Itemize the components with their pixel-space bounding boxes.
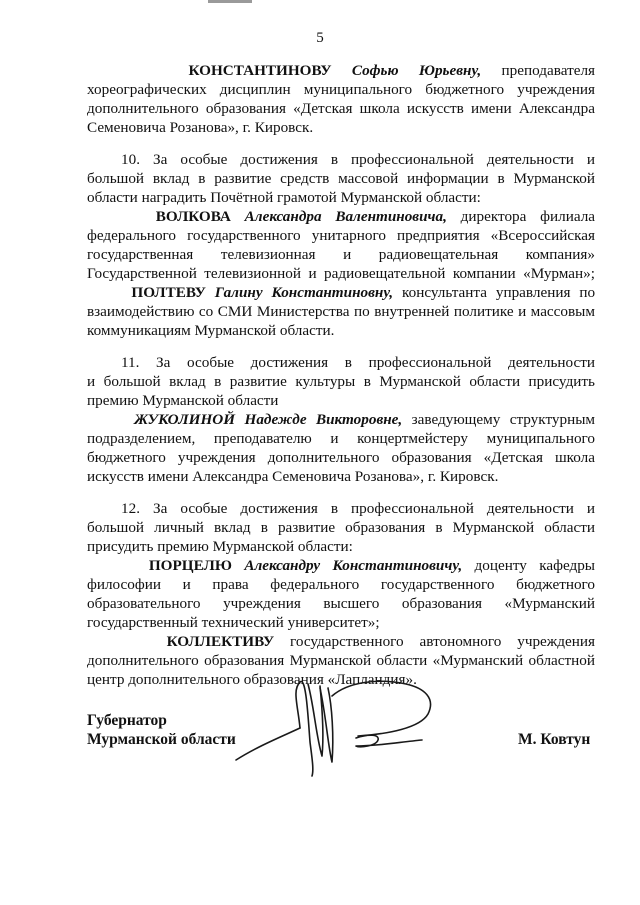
signature-stroke-lead [236, 728, 300, 760]
item12-line-5: философии и права федерального государственного бюджетного [87, 576, 595, 593]
top-edge-mark [208, 0, 252, 3]
item10-line-8 [87, 283, 595, 302]
zhukolina-surname: ЖУКОЛИНОЙ [134, 411, 236, 428]
item12-line-10: центр дополнительного образования «Лапландия». [87, 671, 417, 688]
zhukolina-position: заведующему структурным [411, 411, 596, 428]
porcel-patronymic: Константиновичу, [332, 557, 463, 574]
zhukolina-first-name: Надежде [244, 411, 307, 428]
block1-line-2: хореографических дисциплин муниципального бюджетного учреждения [87, 81, 595, 98]
signature-stroke-tail [356, 735, 422, 747]
porcel-position: доценту кафедры [474, 557, 596, 574]
volkov-first-name: Александра [244, 208, 322, 225]
item10-line-10: коммуникациям Мурманской области. [87, 322, 335, 339]
item11-line-7: искусств имени Александра Семеновича Розанова», г. Кировск. [87, 468, 499, 485]
block1-line-3: дополнительного образования «Детская школа искусств имени Александра [87, 100, 595, 117]
zhukolina-patronymic: Викторовне, [315, 411, 403, 428]
konstantinova-first-name: Софью [351, 62, 399, 79]
collective-institution: государственного автономного учреждения [290, 633, 596, 650]
item12-line-6: образовательного учреждения высшего образования «Мурманский [87, 595, 595, 612]
handwritten-signature [228, 676, 440, 780]
volkov-position: директора филиала [460, 208, 596, 225]
poltev-position: консультанта управления по [402, 284, 596, 301]
poltev-first-name: Галину [214, 284, 263, 301]
porcel-surname: ПОРЦЕЛЮ [148, 557, 232, 574]
item11-line-3: премию Мурманской области [87, 392, 279, 409]
item12-line-1: 12. За особые достижения в профессиональной деятельности и [121, 500, 595, 517]
volkov-patronymic: Валентиновича, [335, 208, 447, 225]
item12-line-4 [87, 556, 595, 575]
page-number: 5 [316, 30, 324, 46]
konstantinova-patronymic: Юрьевну, [418, 62, 482, 79]
item11-line-2: и большой вклад в развитие культуры в Мурманской области присудить [87, 373, 595, 390]
item12-line-3: присудить премию Мурманской области: [87, 538, 353, 555]
collective-label: КОЛЛЕКТИВУ [166, 633, 275, 650]
block1-line-1 [87, 61, 595, 80]
item10-line-4 [87, 207, 595, 226]
item11-line-5: подразделением, преподавателю и концертмейстеру муниципального [87, 430, 595, 447]
item10-line-5: федерального государственного унитарного предприятия «Всероссийская [87, 227, 595, 244]
item12-line-8 [87, 632, 595, 651]
item12-line-7: государственный технический университет»; [87, 614, 380, 631]
item10-line-7: Государственной телевизионной и радиовещательной компании «Мурман»; [87, 265, 595, 282]
konstantinova-position: преподавателя [501, 62, 596, 79]
porcel-first-name: Александру [244, 557, 321, 574]
item12-line-2: большой личный вклад в развитие образования в Мурманской области [87, 519, 595, 536]
governor-title-line-1: Губернатор [87, 712, 167, 729]
block1-line-4: Семеновича Розанова», г. Кировск. [87, 119, 314, 136]
item10-line-6: государственная телевизионная и радиовещательная компания» [87, 246, 595, 263]
item11-line-1: 11. За особые достижения в профессиональной деятельности [121, 354, 595, 371]
item11-line-6: бюджетного учреждения дополнительного образования «Детская школа [87, 449, 595, 466]
signer-name: М. Ковтун [518, 731, 591, 748]
poltev-surname: ПОЛТЕВУ [131, 284, 206, 301]
item10-line-3: области наградить Почётной грамотой Мурманской области: [87, 189, 481, 206]
volkov-surname: ВОЛКОВА [155, 208, 231, 225]
governor-title-line-2: Мурманской области [87, 731, 236, 748]
item10-line-1: 10. За особые достижения в профессиональной деятельности и [121, 151, 595, 168]
item12-line-9: дополнительного образования Мурманской области «Мурманский областной [87, 652, 595, 669]
item10-line-9: взаимодействию со СМИ Министерства по внутренней политике и массовым [87, 303, 595, 320]
item10-line-2: большой вклад в развитие средств массовой информации в Мурманской [87, 170, 595, 187]
signature-stroke-arc [332, 681, 431, 736]
poltev-patronymic: Константиновну, [271, 284, 394, 301]
item11-line-4 [87, 410, 595, 429]
konstantinova-surname: КОНСТАНТИНОВУ [188, 62, 332, 79]
